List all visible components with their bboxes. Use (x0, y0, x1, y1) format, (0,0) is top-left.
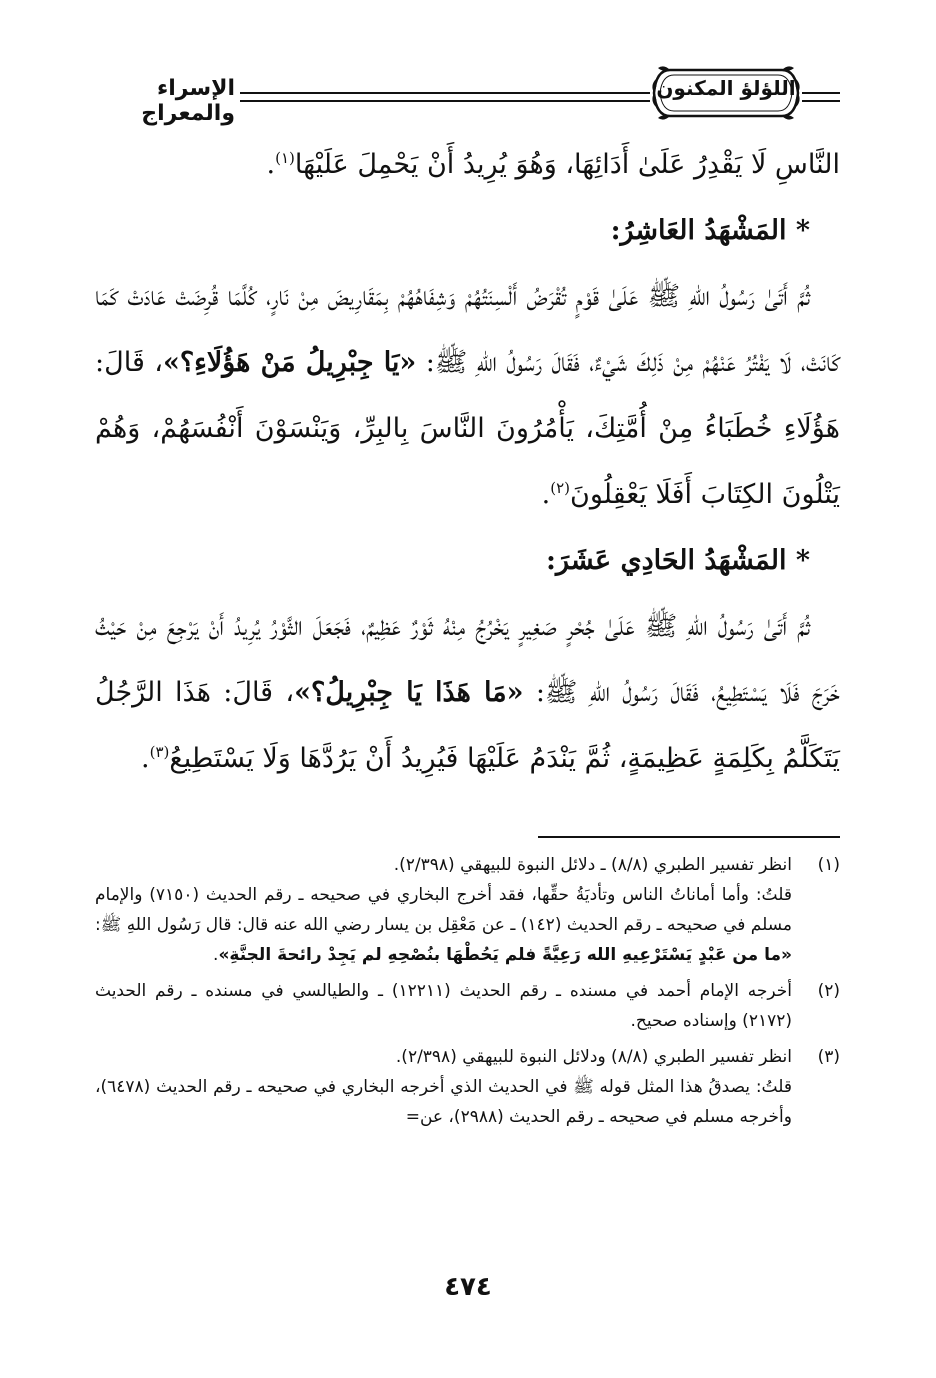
footnote-ref-1: (١) (275, 149, 295, 167)
main-text (95, 132, 840, 792)
paragraph-continued: النَّاسِ لَا يَقْدِرُ عَلَىٰ أَدَائِهَا، وَهُوَ يُرِيدُ أَنْ يَحْمِلَ عَلَيْهَا$^{(١)}$. (266, 149, 840, 180)
footnote-2: (٢) أخرجه الإمام أحمد في مسنده ـ رقم الحديث (١٢٢١١) ـ والطيالسي في مسنده ـ رقم الحديث (٢١٧٢) وإسناده صحيح. (95, 981, 840, 1031)
footnote-ref-3: (٣) (149, 743, 170, 761)
footnote-ref-2: (٢) (550, 479, 570, 497)
section-heading-11: * المَشْهَدُ الحَادِي عَشَرَ: (546, 545, 810, 576)
header-rule-left (240, 92, 650, 102)
book-title: اللؤلؤ المكنون (656, 76, 796, 100)
hadith-quote: «مَا هَذَا يَا جِبْرِيلُ؟» (294, 677, 524, 708)
footnotes (95, 850, 840, 1138)
book-title-cartouche (650, 62, 802, 124)
footnote-3: (٣) انظر تفسير الطبري (٨/٨) ودلائل النبوة للبيهقي (٢/٣٩٨). قلتُ: يصدقُ هذا المثل قوله ﷺ في الحديث الذي أخرجه البخاري في صحيحه ـ رقم الحديث (٦٤٧٨)، وأخرجه مسلم في صحيحه ـ رقم الحديث (٢٩٨٨)، عن= (95, 1047, 840, 1127)
hadith-quote: «يَا جِبْرِيلُ مَنْ هَؤُلَاءِ؟» (162, 347, 417, 378)
page-number: ٤٧٤ (444, 1272, 492, 1302)
footnote-1: (١) انظر تفسير الطبري (٨/٨) ـ دلائل النبوة للبيهقي (٢/٣٩٨). قلتُ: وأما أماناتُ الناس وتأديَةُ حقِّها، فقد أخرج البخاري في صحيحه ـ رقم الحديث (٧١٥٠) والإمام مسلم في صحيحه ـ رقم الحديث (١٤٢) ـ عن مَعْقِل بن يسار رضي الله عنه قال: قال رَسُول اللهِ ﷺ: «ما من عَبْدٍ يَسْتَرْعِيهِ الله رَعِيَّةً فلم يَحُطْهَا بنُصْحِهِ لم يَجِدْ رائحةَ الجنَّةِ». (95, 855, 840, 965)
page-header (90, 58, 842, 138)
paragraph-scene-10: ثُمَّ أَتَىٰ رَسُولُ اللهِ ﷺ عَلَىٰ قَوْمٍ تُقْرَضُ أَلْسِنَتُهُمْ وَشِفَاهُهُمْ بِمَقَارِيضَ مِنْ نَارٍ، كُلَّمَا قُرِضَتْ عَادَتْ كَمَا كَانَتْ، لَا يَفْتُرُ عَنْهُمْ مِنْ ذَلِكَ شَيْءٌ، فَقَالَ رَسُولُ اللهِ ﷺ: «يَا جِبْرِيلُ مَنْ هَؤُلَاءِ؟»، قَالَ: هَؤُلَاءِ خُطَبَاءُ مِنْ أُمَّتِكَ، يَأْمُرُونَ النَّاسَ بِالبِرِّ، وَيَنْسَوْنَ أَنْفُسَهُمْ، وَهُمْ يَتْلُونَ الكِتَابَ أَفَلَا يَعْقِلُونَ$^{(٢)}$. (95, 281, 840, 510)
paragraph-scene-11: ثُمَّ أَتَىٰ رَسُولُ اللهِ ﷺ عَلَىٰ جُحْرٍ صَغِيرٍ يَخْرُجُ مِنْهُ ثَوْرٌ عَظِيمٌ، فَجَعَلَ الثَّوْرُ يُرِيدُ أَنْ يَرْجِعَ مِنْ حَيْثُ خَرَجَ فَلَا يَسْتَطِيعُ، فَقَالَ رَسُولُ اللهِ ﷺ: «مَا هَذَا يَا جِبْرِيلُ؟»، قَالَ: هَذَا الرَّجُلُ يَتَكَلَّمُ بِكَلِمَةٍ عَظِيمَةٍ، ثُمَّ يَنْدَمُ عَلَيْهَا فَيُرِيدُ أَنْ يَرُدَّهَا وَلَا يَسْتَطِيعُ$^{(٣)}$. (95, 611, 840, 774)
footnote-separator (538, 836, 840, 838)
chapter-title: الإسراء والمعراج (141, 76, 235, 126)
header-rule-right (802, 92, 840, 102)
section-heading-10: * المَشْهَدُ العَاشِرُ: (610, 215, 810, 246)
